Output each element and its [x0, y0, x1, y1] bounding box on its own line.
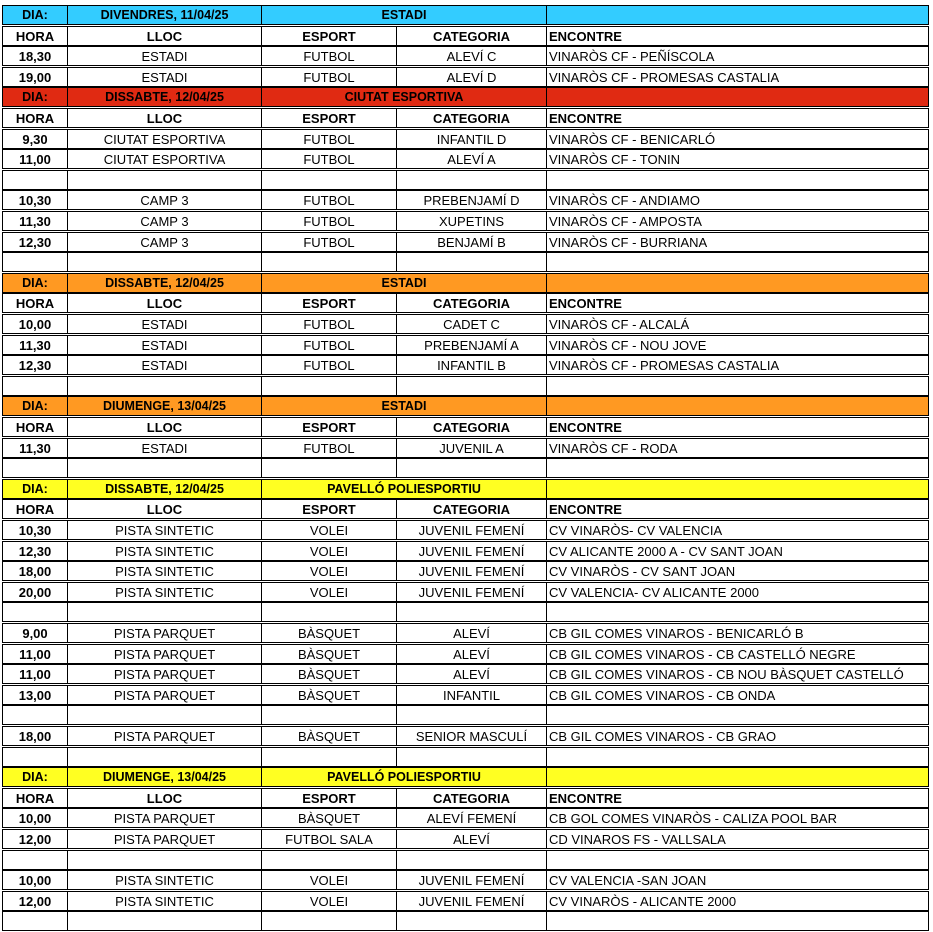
- cell-esport: FUTBOL: [261, 149, 397, 169]
- cell-esport: BÀSQUET: [261, 644, 397, 664]
- cell-hora: [2, 170, 68, 190]
- cell-categoria: JUVENIL FEMENÍ: [396, 582, 547, 602]
- cell-lloc: ESTADI: [67, 335, 262, 355]
- col-esport: ESPORT: [261, 417, 397, 437]
- cell-hora: 12,00: [2, 891, 68, 911]
- cell-esport: FUTBOL: [261, 438, 397, 458]
- day-label: DIA:: [2, 87, 68, 107]
- cell-hora: 20,00: [2, 582, 68, 602]
- cell-encontre: CB GIL COMES VINAROS - CB NOU BÀSQUET CASTELLÓ: [546, 664, 929, 684]
- cell-hora: [2, 602, 68, 622]
- cell-categoria: ALEVÍ: [396, 644, 547, 664]
- table-row: [3, 212, 930, 232]
- column-header-row: [3, 27, 930, 47]
- day-header-blank: [546, 87, 929, 107]
- day-venue: PAVELLÓ POLIESPORTIU: [261, 479, 547, 499]
- cell-categoria: INFANTIL: [396, 685, 547, 705]
- day-label: DIA:: [2, 396, 68, 416]
- cell-encontre: CV VINARÒS - CV SANT JOAN: [546, 561, 929, 581]
- cell-categoria: PREBENJAMÍ A: [396, 335, 547, 355]
- cell-hora: 18,30: [2, 46, 68, 66]
- cell-esport: FUTBOL: [261, 232, 397, 252]
- cell-hora: 12,00: [2, 829, 68, 849]
- cell-esport: FUTBOL: [261, 211, 397, 231]
- cell-encontre: VINARÒS CF - BURRIANA: [546, 232, 929, 252]
- cell-encontre: CV VALENCIA- CV ALICANTE 2000: [546, 582, 929, 602]
- cell-encontre: CB GIL COMES VINAROS - CB GRAO: [546, 726, 929, 746]
- cell-esport: [261, 850, 397, 870]
- cell-encontre: VINARÒS CF - PEÑÍSCOLA: [546, 46, 929, 66]
- col-esport: ESPORT: [261, 293, 397, 313]
- cell-lloc: CAMP 3: [67, 211, 262, 231]
- cell-categoria: JUVENIL A: [396, 438, 547, 458]
- cell-lloc: [67, 458, 262, 478]
- day-venue: ESTADI: [261, 396, 547, 416]
- cell-encontre: CV VINARÒS- CV VALENCIA: [546, 520, 929, 540]
- table-row: [3, 439, 930, 459]
- day-header-blank: [546, 396, 929, 416]
- table-row: [3, 356, 930, 376]
- day-date: DISSABTE, 12/04/25: [67, 273, 262, 293]
- col-categoria: CATEGORIA: [396, 417, 547, 437]
- table-row: [3, 47, 930, 67]
- day-date: DIUMENGE, 13/04/25: [67, 396, 262, 416]
- cell-lloc: CIUTAT ESPORTIVA: [67, 129, 262, 149]
- table-row: [3, 809, 930, 829]
- cell-esport: VOLEI: [261, 520, 397, 540]
- cell-esport: [261, 376, 397, 396]
- cell-lloc: PISTA PARQUET: [67, 808, 262, 828]
- cell-hora: 18,00: [2, 561, 68, 581]
- cell-hora: 10,00: [2, 870, 68, 890]
- cell-lloc: PISTA SINTETIC: [67, 541, 262, 561]
- day-header-row: [3, 768, 930, 788]
- cell-esport: [261, 911, 397, 931]
- day-header-row: [3, 480, 930, 500]
- cell-encontre: CD VINAROS FS - VALLSALA: [546, 829, 929, 849]
- cell-encontre: [546, 252, 929, 272]
- day-venue: ESTADI: [261, 273, 547, 293]
- cell-encontre: [546, 602, 929, 622]
- cell-lloc: PISTA PARQUET: [67, 644, 262, 664]
- day-label: DIA:: [2, 273, 68, 293]
- cell-lloc: ESTADI: [67, 314, 262, 334]
- cell-categoria: BENJAMÍ B: [396, 232, 547, 252]
- cell-encontre: CB GIL COMES VINAROS - CB ONDA: [546, 685, 929, 705]
- col-lloc: LLOC: [67, 108, 262, 128]
- day-label: DIA:: [2, 479, 68, 499]
- cell-hora: 11,00: [2, 664, 68, 684]
- col-categoria: CATEGORIA: [396, 788, 547, 808]
- cell-esport: [261, 747, 397, 767]
- blank-row: [3, 603, 930, 623]
- col-lloc: LLOC: [67, 788, 262, 808]
- cell-hora: 10,30: [2, 520, 68, 540]
- table-row: [3, 315, 930, 335]
- col-encontre: ENCONTRE: [546, 26, 929, 46]
- cell-encontre: CB GIL COMES VINAROS - BENICARLÓ B: [546, 623, 929, 643]
- col-encontre: ENCONTRE: [546, 499, 929, 519]
- blank-row: [3, 706, 930, 726]
- cell-hora: [2, 911, 68, 931]
- cell-encontre: VINARÒS CF - TONIN: [546, 149, 929, 169]
- col-categoria: CATEGORIA: [396, 499, 547, 519]
- cell-lloc: [67, 850, 262, 870]
- col-categoria: CATEGORIA: [396, 108, 547, 128]
- col-categoria: CATEGORIA: [396, 26, 547, 46]
- cell-hora: 11,30: [2, 438, 68, 458]
- cell-categoria: [396, 252, 547, 272]
- cell-encontre: VINARÒS CF - NOU JOVE: [546, 335, 929, 355]
- cell-esport: FUTBOL: [261, 129, 397, 149]
- cell-categoria: ALEVÍ: [396, 664, 547, 684]
- col-esport: ESPORT: [261, 26, 397, 46]
- cell-esport: BÀSQUET: [261, 685, 397, 705]
- table-row: [3, 892, 930, 912]
- cell-categoria: [396, 602, 547, 622]
- day-header-row: [3, 274, 930, 294]
- cell-encontre: VINARÒS CF - RODA: [546, 438, 929, 458]
- cell-hora: 9,00: [2, 623, 68, 643]
- table-row: [3, 542, 930, 562]
- blank-row: [3, 459, 930, 479]
- cell-categoria: [396, 705, 547, 725]
- cell-encontre: [546, 458, 929, 478]
- cell-lloc: PISTA SINTETIC: [67, 870, 262, 890]
- cell-categoria: ALEVÍ: [396, 623, 547, 643]
- column-header-row: [3, 789, 930, 809]
- cell-categoria: ALEVÍ A: [396, 149, 547, 169]
- col-lloc: LLOC: [67, 293, 262, 313]
- cell-esport: FUTBOL: [261, 335, 397, 355]
- cell-categoria: JUVENIL FEMENÍ: [396, 561, 547, 581]
- day-venue: CIUTAT ESPORTIVA: [261, 87, 547, 107]
- col-lloc: LLOC: [67, 417, 262, 437]
- table-row: [3, 871, 930, 891]
- cell-lloc: [67, 376, 262, 396]
- cell-esport: BÀSQUET: [261, 726, 397, 746]
- cell-lloc: [67, 747, 262, 767]
- blank-row: [3, 851, 930, 871]
- col-esport: ESPORT: [261, 108, 397, 128]
- cell-hora: 11,00: [2, 149, 68, 169]
- col-hora: HORA: [2, 293, 68, 313]
- cell-hora: 11,30: [2, 211, 68, 231]
- cell-categoria: [396, 850, 547, 870]
- day-venue: ESTADI: [261, 5, 547, 25]
- cell-esport: BÀSQUET: [261, 808, 397, 828]
- col-hora: HORA: [2, 26, 68, 46]
- column-header-row: [3, 109, 930, 129]
- blank-row: [3, 253, 930, 273]
- col-lloc: LLOC: [67, 499, 262, 519]
- day-header-row: [3, 88, 930, 108]
- table-row: [3, 665, 930, 685]
- cell-encontre: VINARÒS CF - AMPOSTA: [546, 211, 929, 231]
- cell-categoria: JUVENIL FEMENÍ: [396, 870, 547, 890]
- table-row: [3, 583, 930, 603]
- column-header-row: [3, 294, 930, 314]
- cell-lloc: PISTA PARQUET: [67, 664, 262, 684]
- cell-lloc: PISTA SINTETIC: [67, 561, 262, 581]
- cell-hora: [2, 705, 68, 725]
- cell-hora: [2, 458, 68, 478]
- cell-lloc: ESTADI: [67, 355, 262, 375]
- cell-esport: FUTBOL: [261, 67, 397, 87]
- day-header-blank: [546, 5, 929, 25]
- table-row: [3, 645, 930, 665]
- day-date: DIVENDRES, 11/04/25: [67, 5, 262, 25]
- day-header-blank: [546, 479, 929, 499]
- cell-encontre: VINARÒS CF - PROMESAS CASTALIA: [546, 355, 929, 375]
- cell-esport: VOLEI: [261, 891, 397, 911]
- cell-lloc: PISTA SINTETIC: [67, 520, 262, 540]
- cell-encontre: CV VALENCIA -SAN JOAN: [546, 870, 929, 890]
- cell-esport: VOLEI: [261, 541, 397, 561]
- cell-lloc: [67, 170, 262, 190]
- cell-hora: [2, 747, 68, 767]
- table-row: [3, 336, 930, 356]
- cell-hora: 10,00: [2, 808, 68, 828]
- cell-categoria: [396, 911, 547, 931]
- cell-encontre: VINARÒS CF - ALCALÁ: [546, 314, 929, 334]
- cell-lloc: [67, 602, 262, 622]
- cell-categoria: ALEVÍ D: [396, 67, 547, 87]
- cell-lloc: [67, 705, 262, 725]
- table-row: [3, 68, 930, 88]
- col-encontre: ENCONTRE: [546, 788, 929, 808]
- cell-hora: 11,00: [2, 644, 68, 664]
- day-venue: PAVELLÓ POLIESPORTIU: [261, 767, 547, 787]
- column-header-row: [3, 418, 930, 438]
- cell-lloc: ESTADI: [67, 46, 262, 66]
- cell-lloc: PISTA PARQUET: [67, 829, 262, 849]
- cell-hora: [2, 850, 68, 870]
- blank-row: [3, 171, 930, 191]
- cell-categoria: JUVENIL FEMENÍ: [396, 891, 547, 911]
- col-hora: HORA: [2, 108, 68, 128]
- cell-encontre: CB GIL COMES VINAROS - CB CASTELLÓ NEGRE: [546, 644, 929, 664]
- cell-categoria: ALEVÍ: [396, 829, 547, 849]
- table-row: [3, 521, 930, 541]
- cell-categoria: [396, 376, 547, 396]
- cell-encontre: [546, 911, 929, 931]
- cell-categoria: [396, 170, 547, 190]
- col-hora: HORA: [2, 499, 68, 519]
- cell-categoria: SENIOR MASCULÍ: [396, 726, 547, 746]
- cell-encontre: VINARÒS CF - ANDIAMO: [546, 190, 929, 210]
- cell-esport: VOLEI: [261, 561, 397, 581]
- cell-encontre: [546, 376, 929, 396]
- col-esport: ESPORT: [261, 788, 397, 808]
- day-date: DIUMENGE, 13/04/25: [67, 767, 262, 787]
- cell-esport: FUTBOL: [261, 314, 397, 334]
- day-header-blank: [546, 273, 929, 293]
- cell-categoria: CADET C: [396, 314, 547, 334]
- cell-encontre: VINARÒS CF - PROMESAS CASTALIA: [546, 67, 929, 87]
- table-row: [3, 624, 930, 644]
- cell-esport: [261, 705, 397, 725]
- cell-categoria: JUVENIL FEMENÍ: [396, 541, 547, 561]
- table-row: [3, 191, 930, 211]
- cell-lloc: PISTA SINTETIC: [67, 582, 262, 602]
- col-hora: HORA: [2, 417, 68, 437]
- cell-hora: 9,30: [2, 129, 68, 149]
- cell-encontre: [546, 170, 929, 190]
- cell-categoria: PREBENJAMÍ D: [396, 190, 547, 210]
- col-hora: HORA: [2, 788, 68, 808]
- blank-row: [3, 377, 930, 397]
- cell-hora: [2, 252, 68, 272]
- cell-hora: [2, 376, 68, 396]
- cell-categoria: XUPETINS: [396, 211, 547, 231]
- cell-categoria: INFANTIL B: [396, 355, 547, 375]
- cell-hora: 18,00: [2, 726, 68, 746]
- cell-esport: BÀSQUET: [261, 664, 397, 684]
- cell-encontre: [546, 705, 929, 725]
- cell-esport: FUTBOL: [261, 46, 397, 66]
- cell-esport: [261, 602, 397, 622]
- table-row: [3, 562, 930, 582]
- cell-lloc: CAMP 3: [67, 232, 262, 252]
- cell-hora: 12,30: [2, 355, 68, 375]
- cell-hora: 13,00: [2, 685, 68, 705]
- cell-esport: [261, 170, 397, 190]
- cell-lloc: CIUTAT ESPORTIVA: [67, 149, 262, 169]
- cell-esport: VOLEI: [261, 870, 397, 890]
- cell-lloc: [67, 252, 262, 272]
- cell-hora: 11,30: [2, 335, 68, 355]
- col-esport: ESPORT: [261, 499, 397, 519]
- cell-lloc: ESTADI: [67, 67, 262, 87]
- day-date: DISSABTE, 12/04/25: [67, 87, 262, 107]
- cell-categoria: INFANTIL D: [396, 129, 547, 149]
- cell-lloc: PISTA PARQUET: [67, 623, 262, 643]
- cell-esport: [261, 252, 397, 272]
- cell-categoria: [396, 747, 547, 767]
- cell-lloc: CAMP 3: [67, 190, 262, 210]
- cell-encontre: CB GOL COMES VINARÒS - CALIZA POOL BAR: [546, 808, 929, 828]
- col-encontre: ENCONTRE: [546, 293, 929, 313]
- cell-categoria: ALEVÍ C: [396, 46, 547, 66]
- day-label: DIA:: [2, 5, 68, 25]
- cell-encontre: [546, 850, 929, 870]
- table-row: [3, 727, 930, 747]
- cell-hora: 19,00: [2, 67, 68, 87]
- column-header-row: [3, 500, 930, 520]
- cell-encontre: CV ALICANTE 2000 A - CV SANT JOAN: [546, 541, 929, 561]
- cell-categoria: [396, 458, 547, 478]
- col-encontre: ENCONTRE: [546, 108, 929, 128]
- cell-lloc: [67, 911, 262, 931]
- col-encontre: ENCONTRE: [546, 417, 929, 437]
- cell-encontre: VINARÒS CF - BENICARLÓ: [546, 129, 929, 149]
- cell-esport: [261, 458, 397, 478]
- cell-hora: 12,30: [2, 541, 68, 561]
- day-header-blank: [546, 767, 929, 787]
- day-header-row: [3, 6, 930, 26]
- col-categoria: CATEGORIA: [396, 293, 547, 313]
- cell-esport: BÀSQUET: [261, 623, 397, 643]
- day-date: DISSABTE, 12/04/25: [67, 479, 262, 499]
- cell-encontre: CV VINARÒS - ALICANTE 2000: [546, 891, 929, 911]
- cell-lloc: PISTA SINTETIC: [67, 891, 262, 911]
- cell-categoria: JUVENIL FEMENÍ: [396, 520, 547, 540]
- table-row: [3, 150, 930, 170]
- cell-esport: FUTBOL: [261, 355, 397, 375]
- cell-esport: VOLEI: [261, 582, 397, 602]
- table-row: [3, 686, 930, 706]
- table-row: [3, 233, 930, 253]
- blank-row: [3, 912, 930, 932]
- cell-hora: 10,00: [2, 314, 68, 334]
- table-row: [3, 130, 930, 150]
- blank-row: [3, 748, 930, 768]
- cell-lloc: PISTA PARQUET: [67, 726, 262, 746]
- day-header-row: [3, 397, 930, 417]
- cell-encontre: [546, 747, 929, 767]
- cell-categoria: ALEVÍ FEMENÍ: [396, 808, 547, 828]
- day-label: DIA:: [2, 767, 68, 787]
- cell-hora: 10,30: [2, 190, 68, 210]
- table-row: [3, 830, 930, 850]
- cell-esport: FUTBOL SALA: [261, 829, 397, 849]
- cell-lloc: ESTADI: [67, 438, 262, 458]
- cell-esport: FUTBOL: [261, 190, 397, 210]
- cell-lloc: PISTA PARQUET: [67, 685, 262, 705]
- col-lloc: LLOC: [67, 26, 262, 46]
- cell-hora: 12,30: [2, 232, 68, 252]
